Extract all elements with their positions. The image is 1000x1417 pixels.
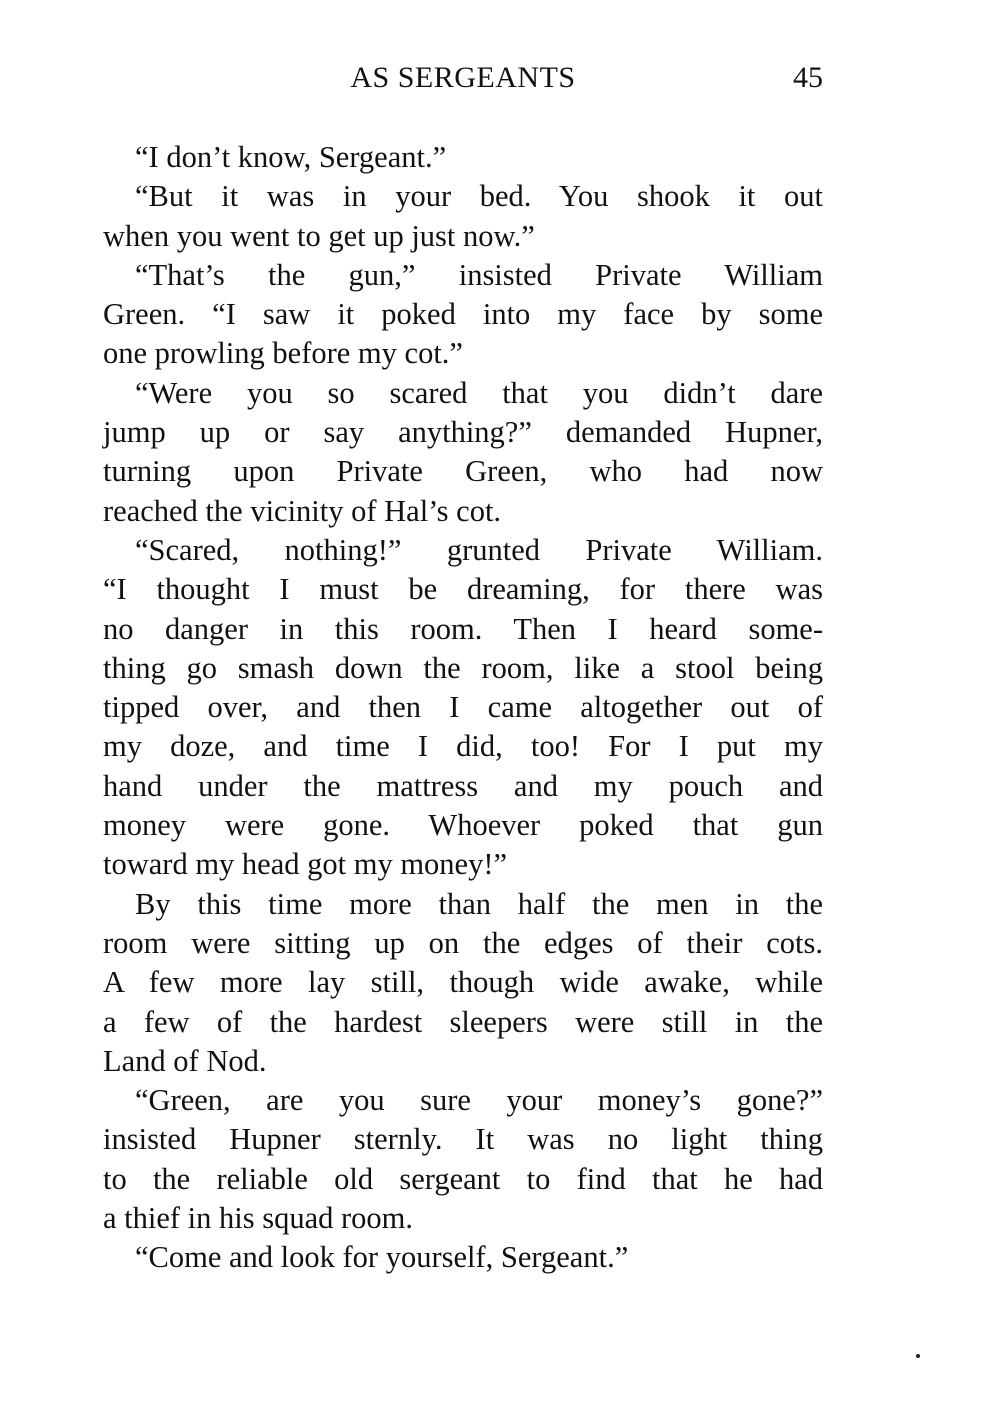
text-line: when you went to get up just now.”: [103, 218, 535, 253]
text-line: A few more lay still, though wide awake, while: [103, 965, 823, 1000]
text-line: reached the vicinity of Hal’s cot.: [103, 493, 502, 528]
text-line: Land of Nod.: [103, 1043, 267, 1078]
text-line: a thief in his squad room.: [103, 1201, 414, 1236]
text-line: “Scared, nothing!” grunted Private William.: [135, 532, 823, 567]
paragraph: [103, 256, 823, 374]
text-line: to the reliable old sergeant to find that he had: [103, 1161, 823, 1196]
paragraph: [103, 374, 823, 531]
text-line: “I don’t know, Sergeant.”: [135, 140, 447, 174]
paragraph: [103, 1081, 823, 1238]
text-line: a few of the hardest sleepers were still in the: [103, 1004, 823, 1039]
text-line: tipped over, and then I came altogether out of: [103, 690, 823, 725]
text-line: toward my head got my money!”: [103, 847, 508, 882]
text-line: “I thought I must be dreaming, for there was: [103, 572, 823, 607]
text-line: “But it was in your bed. You shook it out: [135, 179, 823, 214]
text-line: money were gone. Whoever poked that gun: [103, 808, 823, 843]
page-number: 45: [793, 61, 823, 94]
text-line: “Were you so scared that you didn’t dare: [135, 375, 823, 410]
body-text: [103, 138, 823, 1278]
text-line: turning upon Private Green, who had now: [103, 454, 823, 489]
running-title: AS SERGEANTS: [350, 61, 576, 94]
paragraph: [103, 885, 823, 1081]
text-line: “Green, are you sure your money’s gone?”: [135, 1083, 823, 1118]
text-line: hand under the mattress and my pouch and: [103, 768, 823, 803]
text-line: one prowling before my cot.”: [103, 336, 463, 371]
paragraph: [103, 138, 823, 177]
text-line: “Come and look for yourself, Sergeant.”: [135, 1240, 629, 1275]
text-line: insisted Hupner sternly. It was no light thing: [103, 1122, 823, 1157]
paragraph: [103, 177, 823, 256]
text-line: thing go smash down the room, like a stool being: [103, 650, 823, 685]
text-line: my doze, and time I did, too! For I put my: [103, 729, 823, 764]
paragraph: [103, 531, 823, 885]
text-line: jump up or say anything?” demanded Hupner,: [103, 415, 823, 450]
paragraph: [103, 1238, 823, 1277]
ink-speck: [916, 1354, 920, 1358]
text-line: room were sitting up on the edges of their cots.: [103, 925, 823, 960]
text-line: By this time more than half the men in the: [135, 886, 823, 921]
running-head: [103, 56, 823, 100]
text-line: Green. “I saw it poked into my face by some: [103, 297, 823, 332]
text-line: “That’s the gun,” insisted Private William: [135, 257, 823, 292]
text-line: no danger in this room. Then I heard some-: [103, 611, 823, 646]
